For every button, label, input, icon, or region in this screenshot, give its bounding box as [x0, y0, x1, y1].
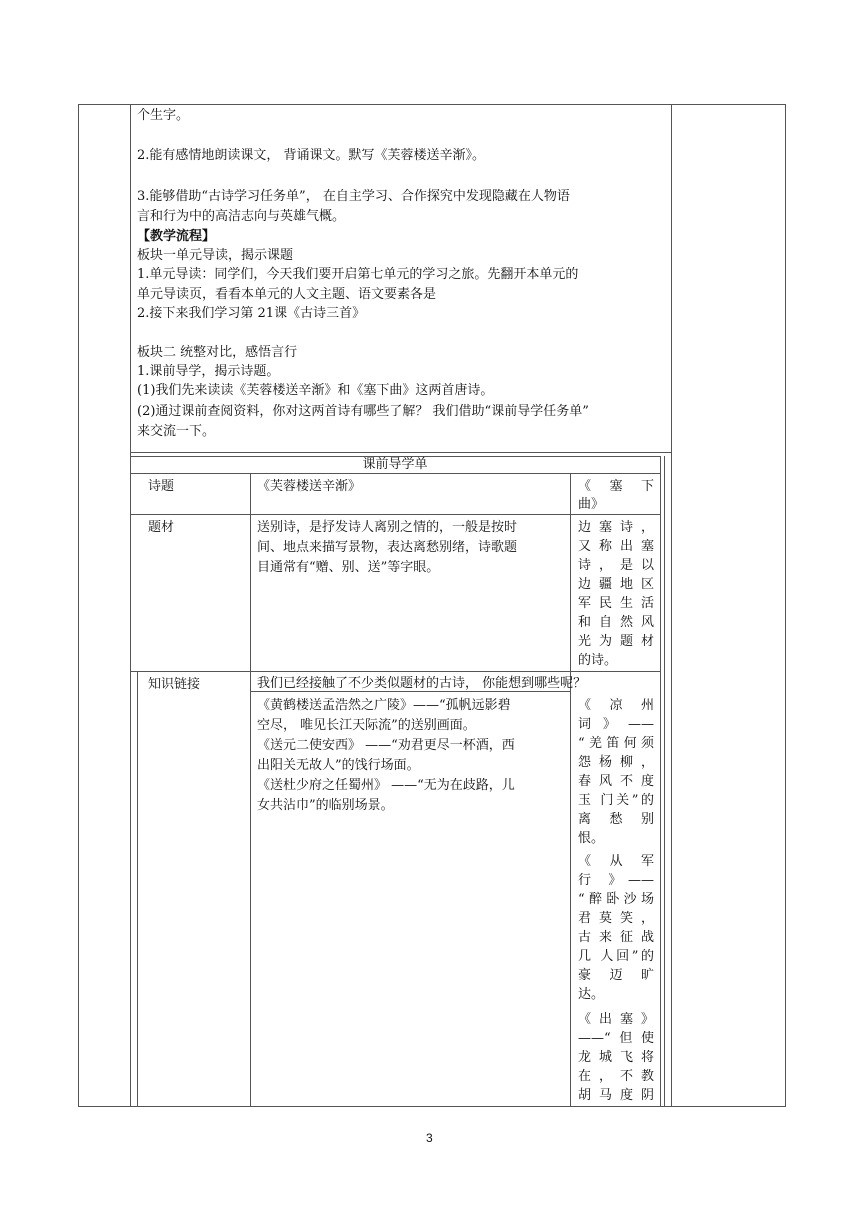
link-col2-line: 行 》—— — [578, 873, 654, 888]
theme-col2-line: 的诗。 — [578, 653, 618, 668]
lesson-line: 1.单元导读：同学们，今天我们要开启第七单元的学习之旅。先翻开本单元的 — [137, 267, 579, 282]
link-col1-line: 《送杜少府之任蜀州》 ——“无为在歧路，儿 — [257, 778, 515, 793]
outer-top-border — [78, 104, 786, 105]
link-col2-line: 《出塞》 — [578, 1012, 654, 1027]
link-col1-line: 《黄鹤楼送孟浩然之广陵》——“孤帆远影碧 — [257, 698, 511, 713]
link-col2-line: 词 》 —— — [578, 717, 654, 732]
theme-col2-line: 和自然风 — [578, 615, 654, 630]
guide-table-right-1 — [660, 456, 661, 1107]
guide-col-divider-1 — [250, 473, 251, 1107]
lesson-line: 言和行为中的高洁志向与英雄气概。 — [137, 209, 346, 224]
poem-title-2-line: 《 塞 下 — [578, 479, 654, 494]
theme-col1-line: 目通常有“赠、别、送”等字眼。 — [257, 560, 440, 575]
outer-right-border — [785, 104, 786, 1107]
theme-col2-line: 又称出塞 — [578, 539, 654, 554]
outer-col-divider-2 — [671, 104, 672, 1107]
lesson-line: 2.能有感情地朗读课文， 背诵课文。默写《芙蓉楼送辛渐》。 — [137, 148, 486, 163]
link-col2-line: 《 从 军 — [578, 854, 654, 869]
link-col2-line: 豪 迈 旷 — [578, 968, 654, 983]
lesson-line: (2)通过课前查阅资料，你对这两首诗有哪些了解？ 我们借助“课前导学任务单” — [137, 404, 589, 419]
lesson-line: 1.课前导学，揭示诗题。 — [137, 364, 280, 379]
link-col2-line: ——“但使 — [578, 1031, 654, 1046]
theme-col2-line: 军民生活 — [578, 596, 654, 611]
lesson-line: 来交流一下。 — [137, 424, 216, 439]
guide-table-left-2 — [137, 671, 138, 1107]
guide-table-left-1 — [130, 671, 131, 1107]
lesson-heading: 【教学流程】 — [137, 229, 216, 244]
page-number: 3 — [426, 1131, 433, 1145]
lesson-line: 3.能够借助“古诗学习任务单”， 在自主学习、合作探究中发现隐藏在人物语 — [137, 189, 570, 204]
link-col2-line: 玉 门关”的 — [578, 793, 654, 808]
guide-table-right-2 — [664, 456, 665, 1107]
link-col2-line: 《 凉 州 — [578, 698, 654, 713]
theme-col2-line: 光为题材 — [578, 634, 654, 649]
link-col2-line: 胡马度阴 — [578, 1088, 654, 1103]
link-col1-line: 《送元二使安西》 ——“劝君更尽一杯酒，西 — [257, 738, 515, 753]
theme-col2-line: 诗，是以 — [578, 558, 654, 573]
guide-col-divider-2 — [570, 473, 571, 1107]
row-label: 知识链接 — [148, 677, 201, 692]
lesson-line: 板块一单元导读，揭示课题 — [137, 248, 294, 263]
lesson-line: 板块二 统整对比，感悟言行 — [137, 345, 298, 360]
lesson-line: 2.接下来我们学习第 21课《古诗三首》 — [137, 306, 366, 321]
row-poem-bottom — [130, 514, 660, 515]
link-col2-line: 龙城飞将 — [578, 1050, 654, 1065]
lesson-line: (1)我们先来读读《芙蓉楼送辛渐》和《塞下曲》这两首唐诗。 — [137, 383, 494, 398]
link-col2-line: 君莫笑， — [578, 911, 654, 926]
theme-col1-line: 送别诗，是抒发诗人离别之情的，一般是按时 — [257, 520, 518, 535]
theme-col2-line: 边疆地区 — [578, 577, 654, 592]
link-col1-line: 空尽， 唯见长江天际流”的送别画面。 — [257, 718, 476, 733]
poem-title-2-line: 曲》 — [578, 497, 605, 512]
row-label: 题材 — [148, 520, 175, 535]
link-col2-line: 怨杨柳， — [578, 755, 654, 770]
link-col2-line: 离 愁 别 — [578, 812, 654, 827]
link-col1-line: 女共沾巾”的临别场景。 — [257, 798, 394, 813]
guide-table-title: 课前导学单 — [362, 457, 428, 472]
poem-title-1: 《芙蓉楼送辛渐》 — [257, 479, 362, 494]
theme-col1-line: 间、地点来描写景物，表达离愁别绪，诗歌题 — [257, 540, 518, 555]
outer-left-border — [78, 104, 79, 1107]
link-col2-line: “醉卧沙场 — [578, 892, 654, 907]
link-col2-line: 古来征战 — [578, 930, 654, 945]
link-col2-line: 达。 — [578, 987, 605, 1002]
row-label: 诗题 — [148, 479, 175, 494]
lesson-line: 单元导读页，看看本单元的人文主题、语文要素各是 — [137, 287, 437, 302]
link-col2-line: 几 人回”的 — [578, 949, 654, 964]
link-col2-line: “羌笛何须 — [578, 736, 654, 751]
link-col1-line: 出阳关无故人”的饯行场面。 — [257, 758, 420, 773]
lesson-line: 个生字。 — [137, 108, 190, 123]
theme-col2-line: 边塞诗， — [578, 520, 654, 535]
link-prompt: 我们已经接触了不少类似题材的古诗， 你能想到哪些呢？ — [257, 676, 587, 691]
link-col2-line: 春风不度 — [578, 774, 654, 789]
outer-bottom-border — [78, 1106, 786, 1107]
link-col2-line: 在，不教 — [578, 1069, 654, 1084]
row-theme-bottom — [130, 671, 660, 672]
lesson-section-bottom — [130, 452, 671, 453]
link-col2-line: 恨。 — [578, 831, 605, 846]
